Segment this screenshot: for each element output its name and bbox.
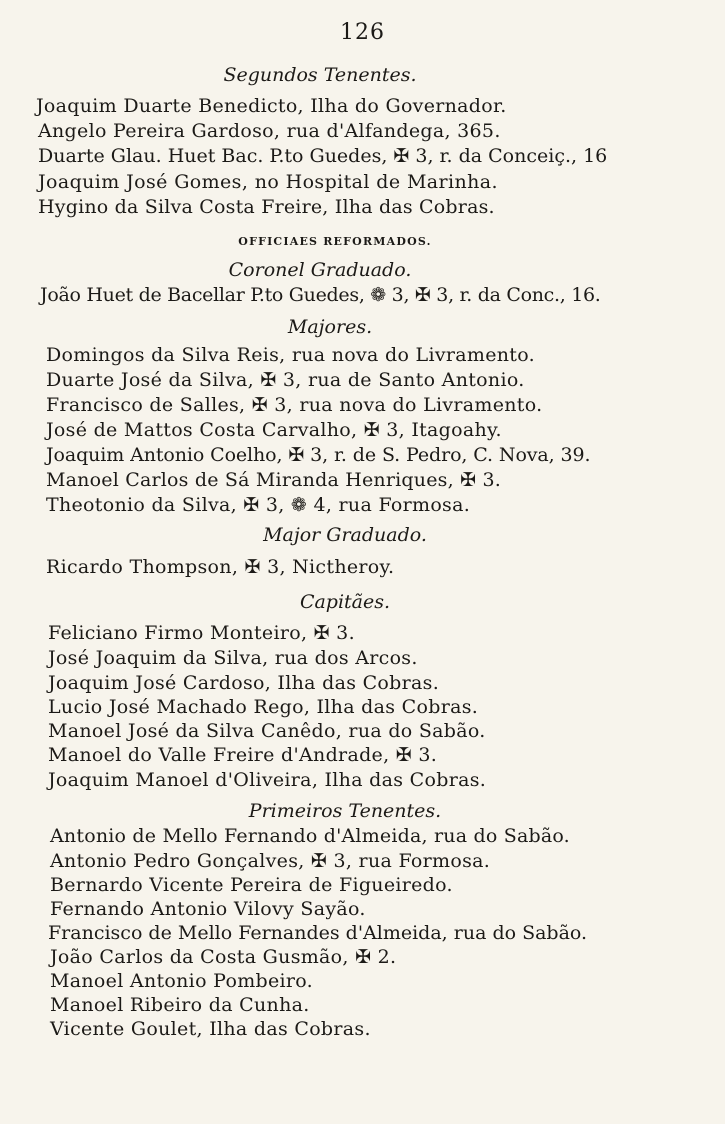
list-item: Duarte Glau. Huet Bac. P.to Guedes, ✠ 3, r. da Conceiç., 16 — [38, 145, 608, 167]
list-item: Manoel Carlos de Sá Miranda Henriques, ✠ 3. — [46, 469, 501, 491]
list-item: Angelo Pereira Gardoso, rua d'Alfandega, 365. — [38, 120, 501, 142]
section-heading-primeiros-tenentes: Primeiros Tenentes. — [248, 800, 442, 822]
list-item: Antonio Pedro Gonçalves, ✠ 3, rua Formosa. — [50, 850, 491, 872]
list-item: José Joaquim da Silva, rua dos Arcos. — [48, 647, 418, 669]
list-item: Vicente Goulet, Ilha das Cobras. — [50, 1018, 371, 1040]
list-item: Lucio José Machado Rego, Ilha das Cobras. — [48, 696, 479, 718]
section-heading-officiaes-reformados: OFFICIAES REFORMADOS. — [238, 235, 432, 248]
list-item: Joaquim Antonio Coelho, ✠ 3, r. de S. Pedro, C. Nova, 39. — [46, 444, 591, 466]
list-item: Duarte José da Silva, ✠ 3, rua de Santo Antonio. — [46, 369, 525, 391]
list-item: João Huet de Bacellar P.to Guedes, ❁ 3, ✠ 3, r. da Conc., 16. — [40, 284, 601, 306]
list-item: Manoel do Valle Freire d'Andrade, ✠ 3. — [48, 744, 438, 766]
list-item: Manoel Antonio Pombeiro. — [50, 970, 314, 992]
list-item: Antonio de Mello Fernando d'Almeida, rua do Sabão. — [50, 825, 570, 847]
list-item: Manoel Ribeiro da Cunha. — [50, 994, 310, 1016]
list-item: Joaquim Duarte Benedicto, Ilha do Governador. — [36, 95, 507, 117]
list-item: Joaquim Manoel d'Oliveira, Ilha das Cobras. — [48, 769, 487, 791]
section-heading-coronel-graduado: Coronel Graduado. — [228, 259, 412, 281]
list-item: Domingos da Silva Reis, rua nova do Livramento. — [46, 344, 535, 366]
list-item: Francisco de Mello Fernandes d'Almeida, rua do Sabão. — [48, 922, 588, 944]
list-item: Francisco de Salles, ✠ 3, rua nova do Livramento. — [46, 394, 543, 416]
section-heading-major-graduado: Major Graduado. — [263, 524, 427, 546]
list-item: Bernardo Vicente Pereira de Figueiredo. — [50, 874, 453, 896]
section-heading-segundos-tenentes: Segundos Tenentes. — [223, 64, 417, 86]
list-item: João Carlos da Costa Gusmão, ✠ 2. — [50, 946, 397, 968]
list-item: Fernando Antonio Vilovy Sayão. — [50, 898, 366, 920]
list-item: Hygino da Silva Costa Freire, Ilha das Cobras. — [38, 196, 495, 218]
section-heading-capitaes: Capitães. — [299, 591, 391, 613]
list-item: Joaquim José Cardoso, Ilha das Cobras. — [48, 672, 440, 694]
page-number: 126 — [340, 20, 385, 45]
list-item: Ricardo Thompson, ✠ 3, Nictheroy. — [46, 556, 395, 578]
list-item: Joaquim José Gomes, no Hospital de Marinha. — [38, 171, 498, 193]
list-item: Manoel José da Silva Canêdo, rua do Sabão. — [48, 720, 486, 742]
list-item: José de Mattos Costa Carvalho, ✠ 3, Itagoahy. — [46, 419, 502, 441]
list-item: Theotonio da Silva, ✠ 3, ❁ 4, rua Formosa. — [46, 494, 471, 516]
section-heading-majores: Majores. — [287, 316, 373, 338]
list-item: Feliciano Firmo Monteiro, ✠ 3. — [48, 622, 355, 644]
